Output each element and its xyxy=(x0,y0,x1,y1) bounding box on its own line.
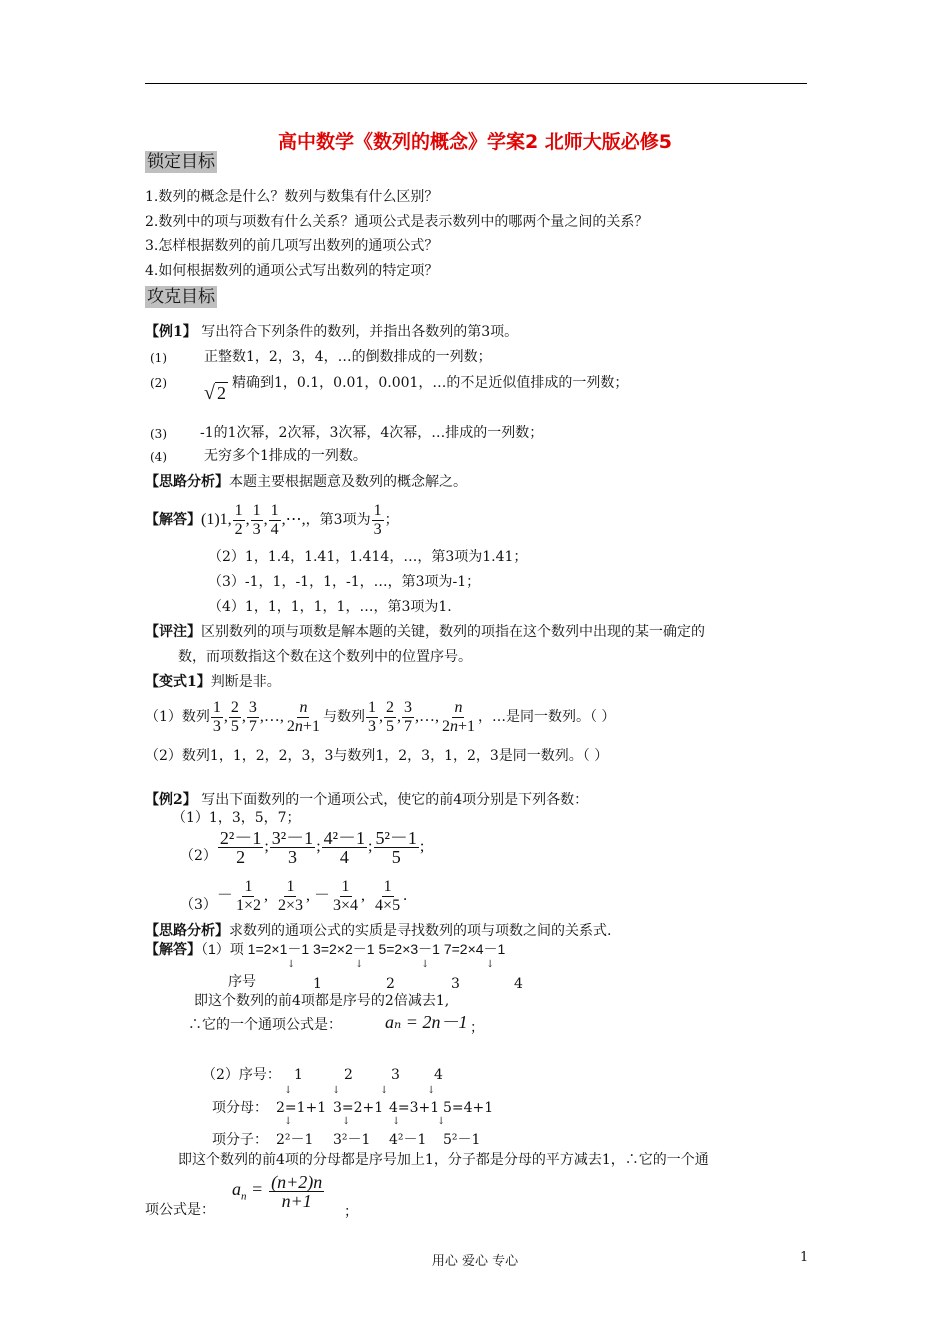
answer-2-seq-2: 2 xyxy=(386,976,395,992)
p2-num-3: 4²－1 xyxy=(389,1132,427,1148)
example-2-q3: （3） － $\frac{1}{1\times 2}$ , $\frac{1}{2\times 3}$ , － $\frac{1}{3\times 4}$ , $\frac{1}{4\times 5}$ . xyxy=(180,877,408,914)
analysis-2: 【思路分析】求数列的通项公式的实质是寻找数列的项与项数之间的关系式. xyxy=(145,923,612,939)
p2-den-3: 4=3+1 xyxy=(389,1100,440,1116)
p2-den-label: 项分母： xyxy=(212,1100,268,1116)
header-rule xyxy=(145,83,807,84)
p2-den-4: 5=4+1 xyxy=(443,1100,494,1116)
section-heading-goals: 锁定目标 xyxy=(147,152,215,172)
answer-1-line-3: （3）-1，1，-1，1，-1，…，第3项为-1； xyxy=(208,574,481,590)
formula-2-semi: ； xyxy=(344,1204,358,1220)
p2-den-2: 3=2+1 xyxy=(333,1100,384,1116)
answer-2-seq-label: 序号 xyxy=(228,974,256,990)
example-2-q1: （1）1，3，5，7； xyxy=(172,810,301,826)
p2-num-4: 5²－1 xyxy=(443,1132,481,1148)
p2-num-1: 2²－1 xyxy=(276,1132,314,1148)
footer: 用心 爱心 专心 xyxy=(431,1254,519,1269)
example-2-heading: 【例2】 写出下面数列的一个通项公式，使它的前4项分别是下列各数： xyxy=(145,792,589,808)
p2-seq-1: 1 xyxy=(294,1067,303,1083)
analysis-1: 【思路分析】本题主要根据题意及数列的概念解之。 xyxy=(145,474,467,490)
goal-1: 1.数列的概念是什么？数列与数集有什么区别？ xyxy=(145,189,439,205)
example-1-label: 【例1】 xyxy=(145,324,197,340)
comment-line-2: 数，而项数指这个数在这个数列中的位置序号。 xyxy=(178,649,472,665)
ex1-item-4-num: (4) xyxy=(150,450,167,464)
answer-2-seq-1: 1 xyxy=(313,976,322,992)
answer-2-line-b: ∴它的一个通项公式是： xyxy=(188,1017,342,1033)
sqrt-2: √ 2 xyxy=(204,382,226,404)
p2-seq-3: 3 xyxy=(391,1067,400,1083)
answer-1-line-4: （4）1，1，1，1，1，…，第3项为1. xyxy=(208,599,452,615)
page-number: 1 xyxy=(800,1250,809,1265)
answer-1-line-2: （2）1，1.4，1.41，1.414，…，第3项为1.41； xyxy=(208,549,528,565)
p2-den-1: 2=1+1 xyxy=(276,1100,327,1116)
ex1-item-4-text: 无穷多个1排成的一列数。 xyxy=(204,448,367,464)
variant-1-heading: 【变式1】判断是非。 xyxy=(145,674,281,690)
answer-2-p2-text-2: 项公式是： xyxy=(145,1202,215,1218)
answer-1-label: 【解答】 xyxy=(145,512,201,528)
ex1-item-3-text: -1的1次幂，2次幂，3次幂，4次幂，…排成的一列数； xyxy=(200,425,544,441)
variant-1-q2: （2）数列1，1，2，2，3，3与数列1，2，3，1，2，3是同一数列。（ ） xyxy=(145,748,609,764)
example-1-heading xyxy=(145,322,518,342)
answer-2-p2-text-1: 即这个数列的前4项的分母都是序号加上1，分子都是分母的平方减去1，∴它的一个通 xyxy=(178,1152,709,1168)
variant-1-q1: （1）数列 $\frac{1}{3}$ , $\frac{2}{5}$ , $\frac{3}{7}$ ,…, $\frac{n}{2n+1}$ 与数列 $\frac{1}{3}$ , $\frac{2}{5}$ , $\frac{3}{7}$ ,…, $\frac{n}{2n+1}$ ，…是同一数列。（ ） xyxy=(145,698,616,735)
formula-2: $a_n$ = $\frac{(n+2)n}{n+1}$ xyxy=(232,1171,323,1211)
p2-seq-4: 4 xyxy=(434,1067,443,1083)
ex1-item-3-num: (3) xyxy=(150,427,167,441)
ex1-item-2-text: 精确到1，0.1，0.01，0.001，…的不足近似值排成的一列数； xyxy=(232,375,629,391)
answer-2-line-a: 即这个数列的前4项都是序号的2倍减去1, xyxy=(194,993,450,1009)
example-1-text: 写出符合下列条件的数列，并指出各数列的第3项。 xyxy=(196,324,519,340)
p2-seq-2: 2 xyxy=(344,1067,353,1083)
example-2-q2: （2） $\frac{\text{2²－1}}{2}$ ; $\frac{\text{3²－1}}{3}$ ; $\frac{\text{4²－1}}{4}$ ; $\frac{\text{5²－1}}{5}$ ; xyxy=(180,827,425,867)
p2-seq-label: （2）序号： xyxy=(202,1067,281,1083)
p2-num-2: 3²－1 xyxy=(333,1132,371,1148)
section-heading-attack: 攻克目标 xyxy=(147,287,215,307)
formula-1: aₙ = 2n－1 xyxy=(385,1012,468,1032)
goal-3: 3.怎样根据数列的前几项写出数列的通项公式？ xyxy=(145,238,439,254)
page-title: 高中数学《数列的概念》学案2 北师大版必修5 xyxy=(277,131,673,153)
answer-2-seq-4: 4 xyxy=(514,976,523,992)
comment-line-1: 【评注】区别数列的项与项数是解本题的关键，数列的项指在这个数列中出现的某一确定的 xyxy=(145,624,705,640)
p2-num-label: 项分子： xyxy=(212,1132,268,1148)
answer-1-line-1: 【解答】 (1)1, $\frac{1}{2}$ , $\frac{1}{3}$ , $\frac{1}{4}$ ,⋯, ，第3项为 $\frac{1}{3}$ ； xyxy=(145,501,399,538)
formula-1-semi: ； xyxy=(470,1020,484,1036)
answer-2-row-1: 【解答】（1）项 1=2×1－1 3=2×2－1 5=2×3－1 7=2×4－1 xyxy=(145,941,506,958)
answer-2-seq-3: 3 xyxy=(451,976,460,992)
ex1-item-1-text: 正整数1，2，3，4，…的倒数排成的一列数； xyxy=(204,349,492,365)
goal-4: 4.如何根据数列的通项公式写出数列的特定项？ xyxy=(145,263,439,279)
ex1-item-2-num: (2) xyxy=(150,376,167,390)
goal-2: 2.数列中的项与项数有什么关系？通项公式是表示数列中的哪两个量之间的关系？ xyxy=(145,214,649,230)
ex1-item-1-num: (1) xyxy=(150,351,167,365)
